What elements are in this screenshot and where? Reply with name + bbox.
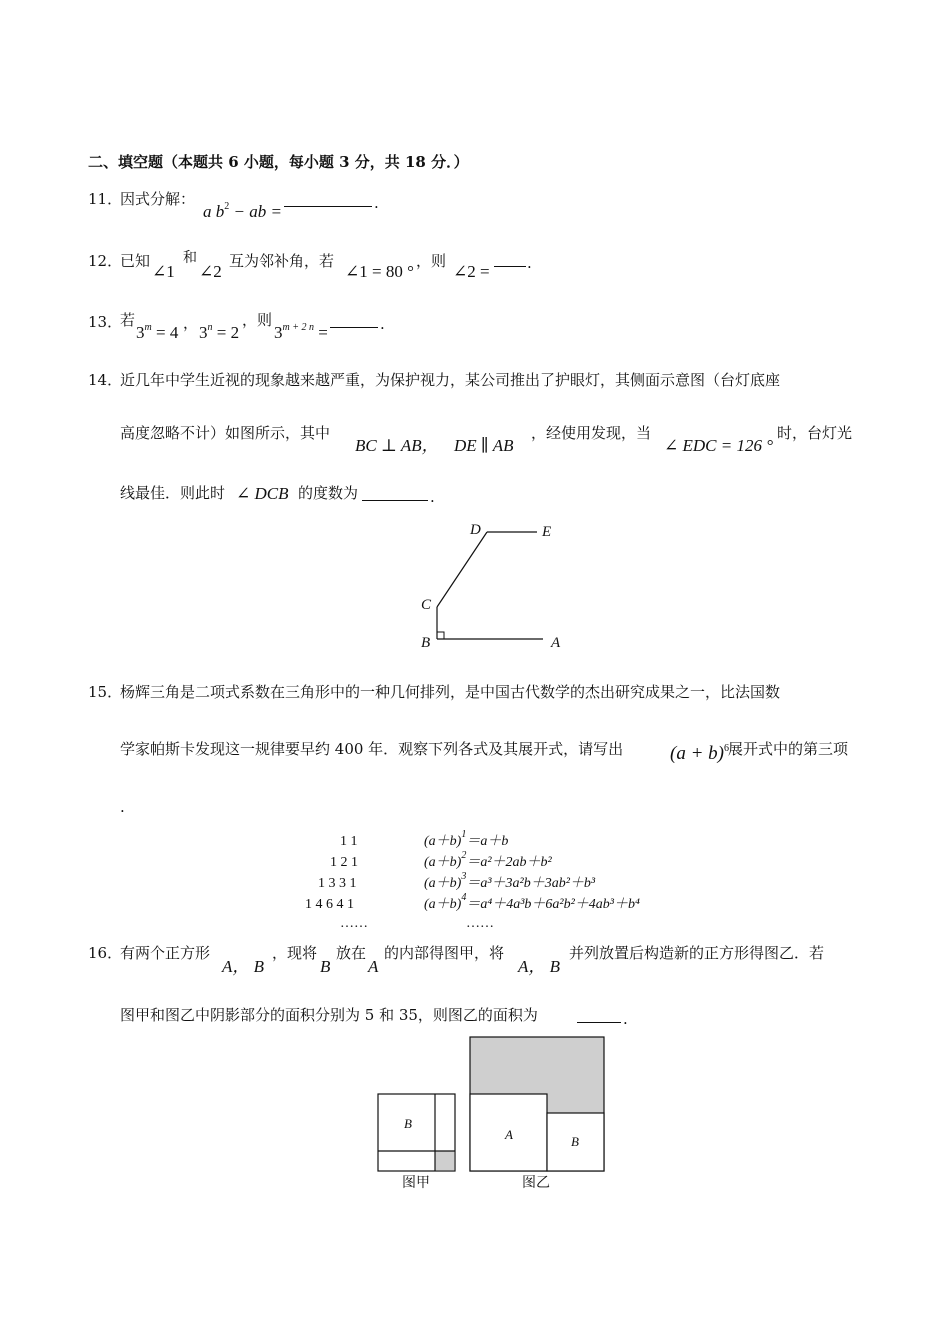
q14-math-4: ∠ DCB [236, 484, 289, 503]
q11-number: 11． [88, 190, 123, 208]
q12-text-4: ，则 [416, 252, 447, 270]
fig-yi-label-b: B [571, 1134, 579, 1149]
q12-text-2: 和 [183, 250, 197, 266]
q16-math-3: A [368, 957, 379, 976]
q16-number: 16． [88, 944, 123, 962]
q13-text-2: ，则 [242, 311, 273, 329]
expansion-row-3: $(a+b)^3=a^3+3a^2b+3ab^2+b^3$ [424, 871, 596, 891]
q16-end: . [623, 1010, 628, 1028]
figure-yi [469, 1036, 607, 1172]
q16-math-1: A， B [222, 957, 265, 976]
pascal-row-1: 1 1 [340, 834, 358, 849]
fig-yi-caption: 图乙 [522, 1175, 550, 1191]
q13-end: . [380, 315, 385, 333]
q13-separator: ， [183, 314, 199, 332]
q14-math-1: BC ⊥ AB， [355, 436, 439, 455]
right-angle-mark [437, 632, 444, 639]
q16-text-1: 有两个正方形 [120, 944, 211, 962]
q13-number: 13． [88, 313, 123, 331]
q16-text-3: 放在 [336, 944, 367, 962]
q16-math-4: A， B [518, 957, 561, 976]
q13-equation-1: $3^m = 4$ [136, 322, 179, 342]
q14-lamp-figure [410, 515, 580, 655]
expansion-row-1: $(a+b)^1=a+b$ [424, 829, 509, 849]
pascal-row-4: 1 4 6 4 1 [305, 897, 354, 912]
section-title: 二、填空题（本题共 6 小题，每小题 3 分，共 18 分．） [88, 153, 469, 171]
pascal-row-5: …… [340, 916, 368, 931]
q12-answer-blank[interactable] [494, 266, 526, 267]
q14-line-3a: 线最佳．则此时 [120, 484, 226, 502]
q14-line-3b: 的度数为 [298, 484, 359, 502]
pascal-row-2: 1 2 1 [330, 855, 358, 870]
jia-shaded-region [435, 1151, 455, 1171]
q12-end: . [527, 254, 532, 272]
q11-expression: a $b^2$ − ab = [203, 201, 282, 221]
q14-end: . [430, 488, 435, 506]
q13-expression: $3^{m + 2 n}$ = [274, 322, 328, 342]
q11-text: 因式分解： [120, 190, 196, 208]
point-e-label: E [542, 524, 552, 540]
point-a-label: A [551, 635, 561, 651]
point-c-label: C [421, 597, 432, 613]
q12-equation-1: ∠1 = 80 ° [345, 262, 414, 281]
fig-yi-label-a: A [505, 1127, 513, 1142]
q12-equation-2: ∠2 = [453, 262, 490, 281]
fig-jia-label-b: B [404, 1116, 412, 1131]
expansion-row-4: $(a+b)^4=a^4+4a^3b+6a^2b^2+4ab^3+b^4$ [424, 892, 640, 912]
q13-answer-blank[interactable] [330, 327, 378, 328]
q14-answer-blank[interactable] [362, 500, 428, 501]
q15-line-2a: 学家帕斯卡发现这一规律要早约 400 年．观察下列各式及其展开式，请写出 [120, 740, 624, 758]
pascal-row-3: 1 3 3 1 [318, 876, 357, 891]
q14-math-3: ∠ EDC = 126 ° [664, 436, 774, 455]
q14-line-2b: ，经使用发现，当 [531, 424, 652, 442]
q14-line-2c: 时，台灯光 [777, 424, 853, 442]
q12-angle-2: ∠2 [199, 262, 222, 281]
q16-text-5: 并列放置后构造新的正方形得图乙．若 [569, 944, 825, 962]
q14-number: 14． [88, 371, 123, 389]
q11-end: . [374, 194, 379, 212]
q12-number: 12． [88, 252, 123, 270]
q15-binomial: $(a + b)^6$ [670, 743, 729, 764]
q12-text-1: 已知 [120, 252, 151, 270]
expansion-row-2: $(a+b)^2=a^2+2ab+b^2$ [424, 850, 552, 870]
q15-line-1: 杨辉三角是二项式系数在三角形中的一种几何排列，是中国古代数学的杰出研究成果之一，比法国数 [120, 683, 781, 701]
expansion-row-5: …… [466, 916, 494, 931]
q16-line-2: 图甲和图乙中阴影部分的面积分别为 5 和 35，则图乙的面积为 [120, 1006, 538, 1024]
q14-math-2: DE ∥ AB [454, 436, 514, 455]
segment-dc [437, 532, 487, 607]
q15-line-2b: 展开式中的第三项 [728, 740, 849, 758]
q12-text-3: 互为邻补角，若 [229, 252, 335, 270]
q16-text-4: 的内部得图甲，将 [384, 944, 505, 962]
q15-number: 15． [88, 683, 123, 701]
q13-text-1: 若 [120, 311, 136, 329]
q13-equation-2: $3^n = 2$ [199, 322, 240, 342]
q14-line-1: 近几年中学生近视的现象越来越严重，为保护视力，某公司推出了护眼灯，其侧面示意图（台灯底座 [120, 371, 781, 389]
point-d-label: D [470, 522, 481, 538]
figure-jia [377, 1093, 457, 1173]
fig-jia-caption: 图甲 [402, 1175, 430, 1191]
q16-text-2: ，现将 [272, 944, 318, 962]
point-b-label: B [421, 635, 431, 651]
q16-answer-blank[interactable] [577, 1022, 621, 1023]
q15-line-3: . [120, 798, 125, 816]
q11-answer-blank[interactable] [284, 206, 372, 207]
q16-math-2: B [320, 957, 331, 976]
q12-angle-1: ∠1 [152, 262, 175, 281]
q14-line-2a: 高度忽略不计）如图所示，其中 [120, 424, 331, 442]
